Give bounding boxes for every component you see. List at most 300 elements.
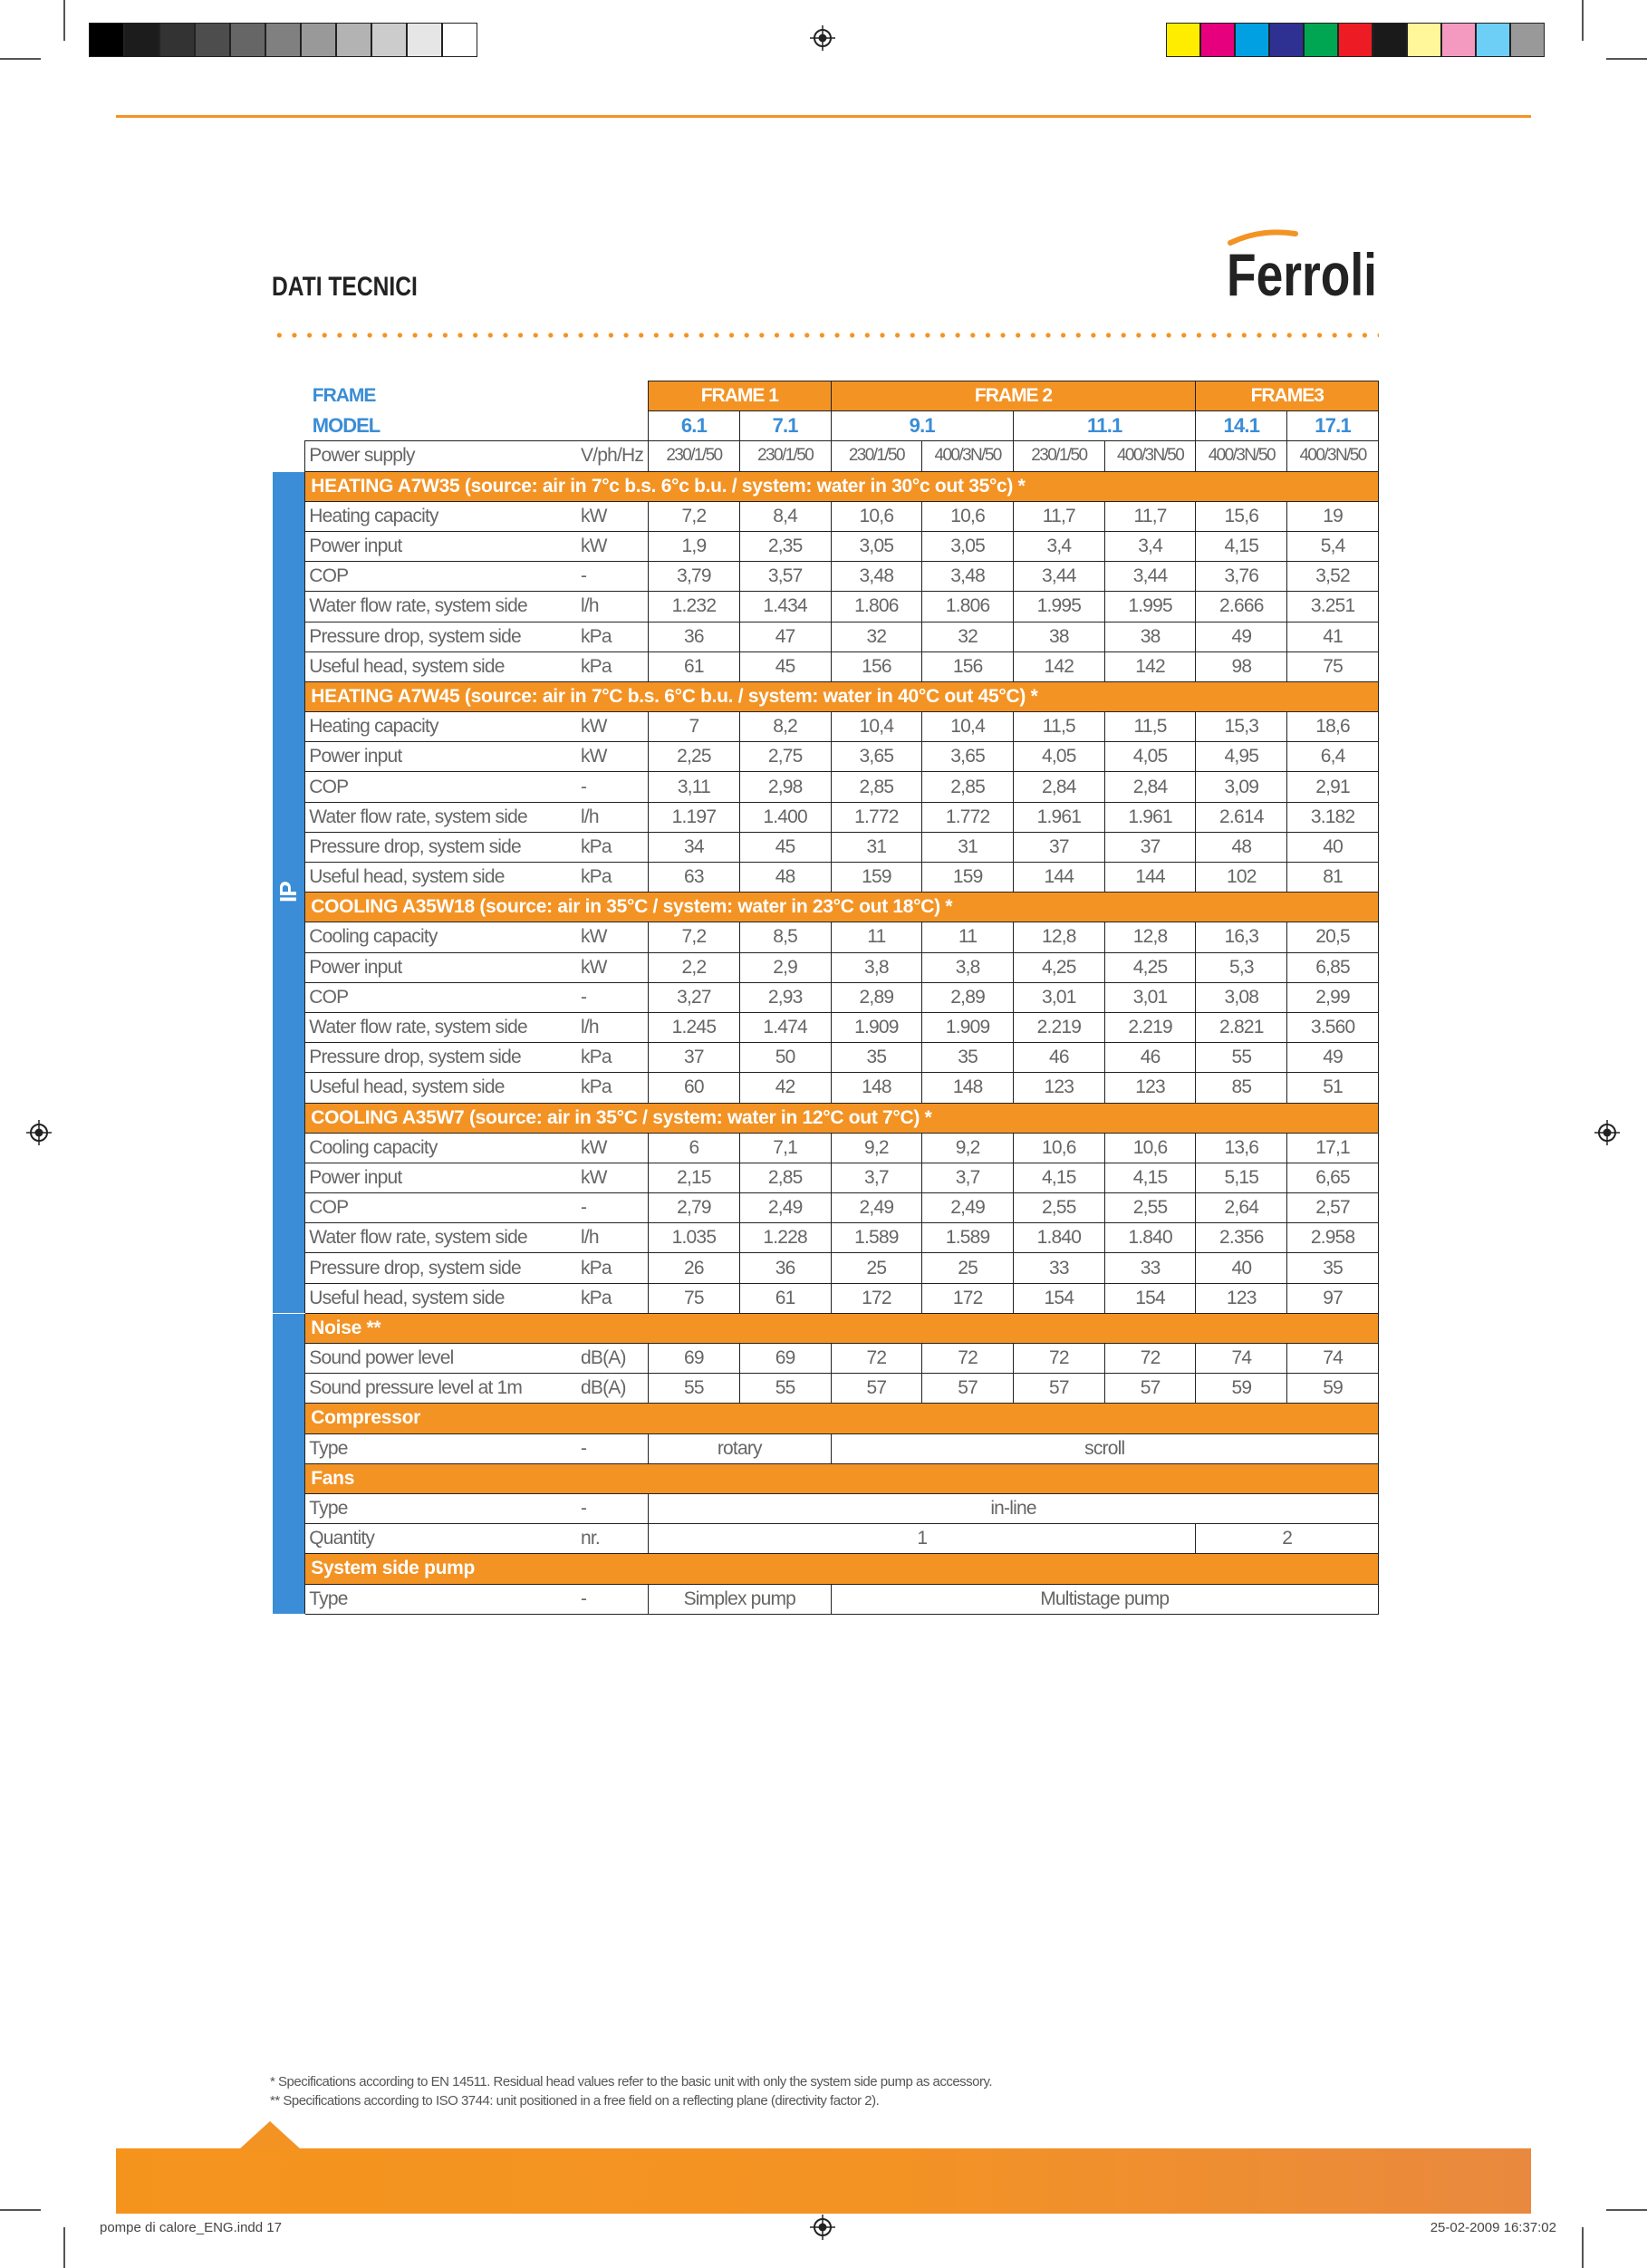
section-title: HEATING A7W45 (source: air in 7°C b.s. 6°C b.u. / system: water in 40°C out 45°C) *: [305, 681, 1379, 711]
color-swatch: [124, 23, 159, 57]
value-cell: 1.434: [739, 592, 831, 622]
crop-mark: [0, 2209, 41, 2211]
value-cell: 38: [1014, 622, 1105, 651]
value-cell: 33: [1014, 1253, 1105, 1283]
row-unit: kW: [579, 922, 649, 952]
value-cell: 2.356: [1196, 1223, 1287, 1253]
value-cell: 3,01: [1014, 982, 1105, 1012]
row-label: Pressure drop, system side: [305, 832, 579, 862]
value-cell: 49: [1196, 622, 1287, 651]
value-cell: 3,09: [1196, 772, 1287, 802]
table-row: [273, 1253, 1379, 1283]
value-cell: 2,57: [1287, 1193, 1379, 1223]
value-cell: 57: [1014, 1374, 1105, 1404]
row-label: Sound power level: [305, 1344, 579, 1374]
value-cell: 159: [831, 863, 922, 893]
row-label: COP: [305, 772, 579, 802]
value-cell: 33: [1104, 1253, 1196, 1283]
value-cell: 47: [739, 622, 831, 651]
value-cell: 12,8: [1014, 922, 1105, 952]
value-cell: 61: [649, 651, 740, 681]
row-label: Water flow rate, system side: [305, 592, 579, 622]
value-cell: 1.035: [649, 1223, 740, 1253]
color-swatch: [1269, 23, 1304, 57]
value-cell: 57: [831, 1374, 922, 1404]
value-cell: 40: [1287, 832, 1379, 862]
value-cell: 3,76: [1196, 562, 1287, 592]
value-cell: 6,4: [1287, 742, 1379, 772]
value-cell: 156: [922, 651, 1014, 681]
value-cell: 9,2: [922, 1133, 1014, 1163]
row-label: Quantity: [305, 1524, 579, 1554]
value-cell: 7,2: [649, 922, 740, 952]
value-cell: 1: [649, 1524, 1196, 1554]
value-cell: 48: [1196, 832, 1287, 862]
value-cell: 2.614: [1196, 802, 1287, 832]
model-row: [273, 411, 1379, 441]
value-cell: 11,7: [1104, 501, 1196, 531]
row-label: Power input: [305, 1163, 579, 1192]
color-swatch: [1235, 23, 1269, 57]
value-cell: 45: [739, 832, 831, 862]
value-cell: 2,35: [739, 531, 831, 561]
color-swatch: [1338, 23, 1372, 57]
value-cell: 2: [1196, 1524, 1379, 1554]
row-unit: kPa: [579, 1073, 649, 1103]
model-label: MODEL: [305, 411, 649, 441]
color-swatch: [1510, 23, 1545, 57]
crop-mark: [1606, 2209, 1647, 2211]
row-unit: kW: [579, 501, 649, 531]
row-unit: -: [579, 982, 649, 1012]
crop-mark: [63, 2227, 65, 2268]
row-label: Cooling capacity: [305, 922, 579, 952]
table-row: [273, 1133, 1379, 1163]
row-unit: kW: [579, 1163, 649, 1192]
row-label: Heating capacity: [305, 501, 579, 531]
color-swatch: [301, 23, 336, 57]
value-cell: 36: [649, 622, 740, 651]
power-supply-cell: 400/3N/50: [1196, 441, 1287, 471]
value-cell: 35: [922, 1043, 1014, 1073]
value-cell: 49: [1287, 1043, 1379, 1073]
section-header-row: [273, 1554, 1379, 1584]
table-row: [273, 1283, 1379, 1313]
value-cell: 154: [1014, 1283, 1105, 1313]
value-cell: 10,6: [922, 501, 1014, 531]
dotted-separator: [272, 333, 1379, 338]
color-swatch: [1372, 23, 1407, 57]
value-cell: 55: [739, 1374, 831, 1404]
value-cell: 45: [739, 651, 831, 681]
table-row: [273, 651, 1379, 681]
value-cell: 3,4: [1104, 531, 1196, 561]
crop-mark: [1582, 0, 1584, 41]
value-cell: 3.182: [1287, 802, 1379, 832]
value-cell: 148: [831, 1073, 922, 1103]
value-cell: 81: [1287, 863, 1379, 893]
row-label: Useful head, system side: [305, 1283, 579, 1313]
value-cell: 1.197: [649, 802, 740, 832]
model-header: 14.1: [1196, 411, 1287, 441]
row-label: Type: [305, 1433, 579, 1463]
value-cell: 55: [649, 1374, 740, 1404]
color-swatch: [442, 23, 477, 57]
blank-cell: [273, 411, 305, 441]
value-cell: 72: [1014, 1344, 1105, 1374]
row-unit: -: [579, 1433, 649, 1463]
table-row: [273, 742, 1379, 772]
value-cell: 4,95: [1196, 742, 1287, 772]
row-label: Power input: [305, 952, 579, 982]
value-cell: 172: [922, 1283, 1014, 1313]
color-swatch: [336, 23, 371, 57]
crop-mark: [1582, 2227, 1584, 2268]
value-cell: 4,05: [1104, 742, 1196, 772]
value-cell: 6: [649, 1133, 740, 1163]
value-cell: 37: [1104, 832, 1196, 862]
value-cell: 51: [1287, 1073, 1379, 1103]
table-row: [273, 1193, 1379, 1223]
row-label: Pressure drop, system side: [305, 622, 579, 651]
value-cell: 72: [922, 1344, 1014, 1374]
value-cell: 3,48: [831, 562, 922, 592]
value-cell: 3,44: [1014, 562, 1105, 592]
row-unit: kPa: [579, 1043, 649, 1073]
row-label: Water flow rate, system side: [305, 1223, 579, 1253]
value-cell: 34: [649, 832, 740, 862]
value-cell: 6,65: [1287, 1163, 1379, 1192]
table-row: [273, 1223, 1379, 1253]
row-unit: kPa: [579, 1283, 649, 1313]
color-swatch: [1166, 23, 1200, 57]
crop-mark: [63, 0, 65, 41]
value-cell: 1.245: [649, 1012, 740, 1042]
value-cell: 15,6: [1196, 501, 1287, 531]
row-unit: dB(A): [579, 1344, 649, 1374]
value-cell: 1.909: [922, 1012, 1014, 1042]
value-cell: 8,2: [739, 712, 831, 742]
value-cell: 31: [831, 832, 922, 862]
color-swatch: [230, 23, 265, 57]
value-cell: 3,44: [1104, 562, 1196, 592]
value-cell: 3,7: [831, 1163, 922, 1192]
value-cell: 1.995: [1014, 592, 1105, 622]
model-header: 7.1: [739, 411, 831, 441]
value-cell: 75: [1287, 651, 1379, 681]
value-cell: 10,6: [1104, 1133, 1196, 1163]
value-cell: 72: [1104, 1344, 1196, 1374]
frame-header: FRAME 2: [831, 381, 1196, 411]
table-row: [273, 622, 1379, 651]
value-cell: 31: [922, 832, 1014, 862]
model-header: 17.1: [1287, 411, 1379, 441]
value-cell: 1.961: [1104, 802, 1196, 832]
value-cell: 11,5: [1104, 712, 1196, 742]
registration-mark-icon: [26, 1120, 52, 1145]
table-row: [273, 1344, 1379, 1374]
value-cell: 50: [739, 1043, 831, 1073]
value-cell: 15,3: [1196, 712, 1287, 742]
value-cell: 46: [1014, 1043, 1105, 1073]
color-swatch: [1476, 23, 1510, 57]
value-cell: 5,3: [1196, 952, 1287, 982]
table-row: [273, 1043, 1379, 1073]
value-cell: 3,8: [831, 952, 922, 982]
value-cell: 5,15: [1196, 1163, 1287, 1192]
value-cell: 1.772: [831, 802, 922, 832]
table-row: [273, 592, 1379, 622]
value-cell: 2,55: [1104, 1193, 1196, 1223]
value-cell: 2,75: [739, 742, 831, 772]
value-cell: 2,49: [739, 1193, 831, 1223]
value-cell: 2,49: [831, 1193, 922, 1223]
value-cell: 2.219: [1104, 1012, 1196, 1042]
value-cell: 1.772: [922, 802, 1014, 832]
svg-text:Ferroli: Ferroli: [1227, 241, 1377, 308]
value-cell: 26: [649, 1253, 740, 1283]
table-row: [273, 1493, 1379, 1523]
color-swatch: [1407, 23, 1441, 57]
page-title: DATI TECNICI: [272, 272, 418, 302]
value-cell: 123: [1104, 1073, 1196, 1103]
value-cell: 2,89: [922, 982, 1014, 1012]
value-cell: scroll: [831, 1433, 1378, 1463]
frame-label: FRAME: [312, 385, 376, 407]
table-row: [273, 802, 1379, 832]
section-title: COOLING A35W18 (source: air in 35°C / system: water in 23°C out 18°C) *: [305, 893, 1379, 922]
value-cell: 144: [1014, 863, 1105, 893]
color-swatch: [407, 23, 442, 57]
value-cell: 8,4: [739, 501, 831, 531]
value-cell: 75: [649, 1283, 740, 1313]
ip-label: IP: [274, 882, 303, 903]
value-cell: 10,6: [1014, 1133, 1105, 1163]
value-cell: 2,99: [1287, 982, 1379, 1012]
value-cell: 144: [1104, 863, 1196, 893]
row-unit: -: [579, 772, 649, 802]
value-cell: 2,91: [1287, 772, 1379, 802]
value-cell: 4,25: [1104, 952, 1196, 982]
section-title: HEATING A7W35 (source: air in 7°c b.s. 6°c b.u. / system: water in 30°c out 35°c) *: [305, 471, 1379, 501]
table-row: [273, 952, 1379, 982]
value-cell: 61: [739, 1283, 831, 1313]
value-cell: 3,65: [922, 742, 1014, 772]
value-cell: 59: [1196, 1374, 1287, 1404]
value-cell: 42: [739, 1073, 831, 1103]
value-cell: 2,25: [649, 742, 740, 772]
top-rule: [116, 115, 1531, 118]
color-swatch: [1304, 23, 1338, 57]
row-unit: l/h: [579, 592, 649, 622]
value-cell: 142: [1014, 651, 1105, 681]
value-cell: 3,05: [922, 531, 1014, 561]
value-cell: 1.232: [649, 592, 740, 622]
value-cell: 72: [831, 1344, 922, 1374]
value-cell: 1,9: [649, 531, 740, 561]
registration-mark-icon: [1594, 1120, 1620, 1145]
value-cell: 123: [1196, 1283, 1287, 1313]
color-swatch: [1441, 23, 1476, 57]
color-swatch: [265, 23, 301, 57]
color-swatch: [1200, 23, 1235, 57]
value-cell: 3,8: [922, 952, 1014, 982]
value-cell: 2,85: [739, 1163, 831, 1192]
power-supply-cell: 230/1/50: [739, 441, 831, 471]
section-title: Noise **: [305, 1313, 1379, 1343]
value-cell: 48: [739, 863, 831, 893]
value-cell: 2.958: [1287, 1223, 1379, 1253]
value-cell: 2.219: [1014, 1012, 1105, 1042]
power-supply-cell: 400/3N/50: [1287, 441, 1379, 471]
value-cell: 156: [831, 651, 922, 681]
file-slug: pompe di calore_ENG.indd 17: [100, 2220, 282, 2235]
row-unit: kW: [579, 952, 649, 982]
row-label: Pressure drop, system side: [305, 1043, 579, 1073]
value-cell: 123: [1014, 1073, 1105, 1103]
model-header: 6.1: [649, 411, 740, 441]
value-cell: 2,84: [1104, 772, 1196, 802]
row-label: Heating capacity: [305, 712, 579, 742]
value-cell: 55: [1196, 1043, 1287, 1073]
footnote: * Specifications according to EN 14511. Residual head values refer to the basic unit with only the system side pump as accessory.: [270, 2074, 993, 2089]
value-cell: 4,25: [1014, 952, 1105, 982]
value-cell: 1.589: [831, 1223, 922, 1253]
color-swatch: [89, 23, 124, 57]
table-row: [273, 712, 1379, 742]
table-row: [273, 1012, 1379, 1042]
row-label: Useful head, system side: [305, 863, 579, 893]
row-label: COP: [305, 982, 579, 1012]
value-cell: 154: [1104, 1283, 1196, 1313]
value-cell: 142: [1104, 651, 1196, 681]
row-unit: kPa: [579, 651, 649, 681]
value-cell: 35: [1287, 1253, 1379, 1283]
row-unit: kW: [579, 531, 649, 561]
value-cell: 3,08: [1196, 982, 1287, 1012]
side-bar: [273, 1313, 305, 1614]
value-cell: 1.909: [831, 1012, 922, 1042]
power-supply-row: [273, 441, 1379, 471]
row-label: Power input: [305, 742, 579, 772]
row-label: COP: [305, 562, 579, 592]
row-unit: l/h: [579, 1223, 649, 1253]
power-supply-cell: 400/3N/50: [1104, 441, 1196, 471]
value-cell: 18,6: [1287, 712, 1379, 742]
row-unit: -: [579, 1193, 649, 1223]
value-cell: Simplex pump: [649, 1584, 831, 1614]
value-cell: 3.560: [1287, 1012, 1379, 1042]
row-label: Water flow rate, system side: [305, 1012, 579, 1042]
registration-mark-icon: [810, 2215, 835, 2240]
page-tab-triangle: [239, 2121, 301, 2149]
value-cell: 10,6: [831, 501, 922, 531]
value-cell: 40: [1196, 1253, 1287, 1283]
value-cell: 2,85: [831, 772, 922, 802]
value-cell: 5,4: [1287, 531, 1379, 561]
value-cell: 3,11: [649, 772, 740, 802]
row-label: Cooling capacity: [305, 1133, 579, 1163]
technical-data-table: [272, 381, 1379, 1615]
value-cell: 37: [1014, 832, 1105, 862]
row-label: Type: [305, 1584, 579, 1614]
table-row: [273, 1584, 1379, 1614]
row-unit: kPa: [579, 1253, 649, 1283]
value-cell: 74: [1287, 1344, 1379, 1374]
row-unit: nr.: [579, 1524, 649, 1554]
section-header-row: [273, 1463, 1379, 1493]
value-cell: 2,9: [739, 952, 831, 982]
value-cell: 9,2: [831, 1133, 922, 1163]
row-label: Useful head, system side: [305, 651, 579, 681]
value-cell: 17,1: [1287, 1133, 1379, 1163]
value-cell: 1.840: [1014, 1223, 1105, 1253]
value-cell: 1.995: [1104, 592, 1196, 622]
row-label: Type: [305, 1493, 579, 1523]
print-datetime: 25-02-2009 16:37:02: [1430, 2220, 1556, 2235]
row-unit: kW: [579, 742, 649, 772]
value-cell: 37: [649, 1043, 740, 1073]
value-cell: 4,15: [1014, 1163, 1105, 1192]
value-cell: 11: [831, 922, 922, 952]
row-label: Power input: [305, 531, 579, 561]
value-cell: 13,6: [1196, 1133, 1287, 1163]
value-cell: 59: [1287, 1374, 1379, 1404]
value-cell: 6,85: [1287, 952, 1379, 982]
value-cell: 1.806: [922, 592, 1014, 622]
value-cell: 1.400: [739, 802, 831, 832]
value-cell: 38: [1104, 622, 1196, 651]
value-cell: 2,49: [922, 1193, 1014, 1223]
frame-header: FRAME3: [1196, 381, 1379, 411]
frame-row: [273, 381, 1379, 411]
table-row: [273, 922, 1379, 952]
power-supply-cell: 400/3N/50: [922, 441, 1014, 471]
row-unit: l/h: [579, 802, 649, 832]
value-cell: 7,1: [739, 1133, 831, 1163]
value-cell: 46: [1104, 1043, 1196, 1073]
value-cell: 2,93: [739, 982, 831, 1012]
model-header: 9.1: [831, 411, 1013, 441]
value-cell: 2,84: [1014, 772, 1105, 802]
value-cell: 12,8: [1104, 922, 1196, 952]
row-label: Pressure drop, system side: [305, 1253, 579, 1283]
row-unit: l/h: [579, 1012, 649, 1042]
value-cell: 3,52: [1287, 562, 1379, 592]
value-cell: 2,85: [922, 772, 1014, 802]
row-label: Water flow rate, system side: [305, 802, 579, 832]
value-cell: 2.821: [1196, 1012, 1287, 1042]
table-row: [273, 1433, 1379, 1463]
value-cell: 3,01: [1104, 982, 1196, 1012]
table-row: [273, 772, 1379, 802]
row-unit: dB(A): [579, 1374, 649, 1404]
row-unit: -: [579, 1493, 649, 1523]
value-cell: 57: [1104, 1374, 1196, 1404]
value-cell: 11,7: [1014, 501, 1105, 531]
footnote: ** Specifications according to ISO 3744: unit positioned in a free field on a reflecting plane (directivity factor 2).: [270, 2093, 880, 2109]
value-cell: 97: [1287, 1283, 1379, 1313]
blank-cell: [273, 441, 305, 471]
value-cell: 25: [831, 1253, 922, 1283]
table-row: [273, 1524, 1379, 1554]
section-title: COOLING A35W7 (source: air in 35°C / system: water in 12°C out 7°C) *: [305, 1103, 1379, 1133]
crop-mark: [1606, 58, 1647, 60]
section-title: Fans: [305, 1463, 1379, 1493]
row-unit: kW: [579, 712, 649, 742]
table-row: [273, 1163, 1379, 1192]
row-unit: kW: [579, 1133, 649, 1163]
